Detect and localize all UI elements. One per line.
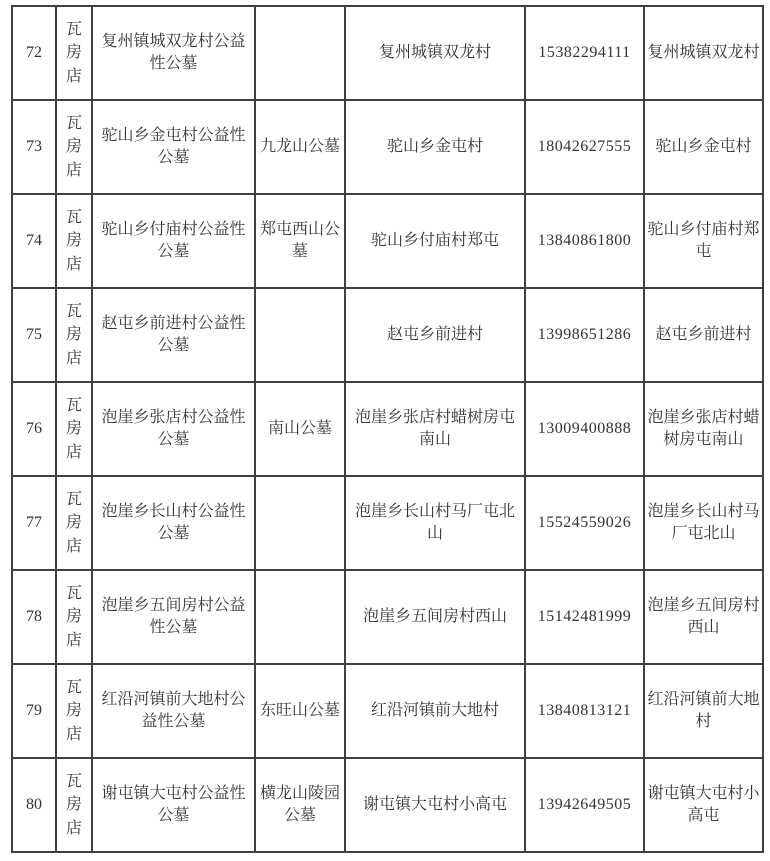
cemetery-alias-cell: 东旺山公墓 [255, 664, 345, 758]
location-cell: 赵屯乡前进村 [644, 288, 763, 382]
region-cell [56, 758, 92, 852]
cemetery-alias-cell: 南山公墓 [255, 382, 345, 476]
cemetery-alias-cell: 郑屯西山公墓 [255, 194, 345, 288]
location-cell: 泡崖乡张店村蜡树房屯南山 [644, 382, 763, 476]
address-cell: 泡崖乡张店村蜡树房屯南山 [345, 382, 525, 476]
row-number-cell: 74 [12, 194, 56, 288]
address-cell: 泡崖乡五间房村西山 [345, 570, 525, 664]
table-row [12, 570, 763, 664]
region-cell [56, 100, 92, 194]
table-row [12, 382, 763, 476]
row-number-cell: 77 [12, 476, 56, 570]
row-number-cell: 73 [12, 100, 56, 194]
cemetery-name-cell: 驼山乡付庙村公益性公墓 [92, 194, 255, 288]
phone-number-cell: 13998651286 [525, 288, 644, 382]
region-cell [56, 476, 92, 570]
region-vertical-label: 瓦房店 [65, 303, 82, 367]
location-cell: 复州城镇双龙村 [644, 6, 763, 100]
region-vertical-label: 瓦房店 [65, 21, 82, 85]
region-vertical-label: 瓦房店 [65, 115, 82, 179]
region-cell [56, 570, 92, 664]
cemetery-name-cell: 复州镇城双龙村公益性公墓 [92, 6, 255, 100]
region-cell [56, 6, 92, 100]
location-cell: 红沿河镇前大地村 [644, 664, 763, 758]
cemetery-name-cell: 泡崖乡五间房村公益性公墓 [92, 570, 255, 664]
region-vertical-label: 瓦房店 [65, 491, 82, 555]
cemetery-name-cell: 泡崖乡长山村公益性公墓 [92, 476, 255, 570]
table-row [12, 6, 763, 100]
cemetery-name-cell: 红沿河镇前大地村公益性公墓 [92, 664, 255, 758]
address-cell: 驼山乡金屯村 [345, 100, 525, 194]
phone-number-cell: 13840861800 [525, 194, 644, 288]
cemetery-name-cell: 泡崖乡张店村公益性公墓 [92, 382, 255, 476]
address-cell: 驼山乡付庙村郑屯 [345, 194, 525, 288]
phone-number-cell: 15142481999 [525, 570, 644, 664]
address-cell: 泡崖乡长山村马厂屯北山 [345, 476, 525, 570]
address-cell: 谢屯镇大屯村小高屯 [345, 758, 525, 852]
location-cell: 驼山乡付庙村郑屯 [644, 194, 763, 288]
cemetery-alias-cell: 横龙山陵园公墓 [255, 758, 345, 852]
cemetery-alias-cell [255, 288, 345, 382]
region-cell [56, 288, 92, 382]
address-cell: 复州城镇双龙村 [345, 6, 525, 100]
table-row [12, 288, 763, 382]
table-row [12, 758, 763, 852]
location-cell: 泡崖乡五间房村西山 [644, 570, 763, 664]
region-cell [56, 194, 92, 288]
address-cell: 赵屯乡前进村 [345, 288, 525, 382]
table-row [12, 664, 763, 758]
phone-number-cell: 18042627555 [525, 100, 644, 194]
phone-number-cell: 15382294111 [525, 6, 644, 100]
row-number-cell: 80 [12, 758, 56, 852]
region-vertical-label: 瓦房店 [65, 397, 82, 461]
region-vertical-label: 瓦房店 [65, 679, 82, 743]
cemetery-alias-cell [255, 570, 345, 664]
row-number-cell: 79 [12, 664, 56, 758]
phone-number-cell: 15524559026 [525, 476, 644, 570]
phone-number-cell: 13942649505 [525, 758, 644, 852]
cemetery-name-cell: 驼山乡金屯村公益性公墓 [92, 100, 255, 194]
cemetery-alias-cell: 九龙山公墓 [255, 100, 345, 194]
row-number-cell: 78 [12, 570, 56, 664]
cemetery-alias-cell [255, 6, 345, 100]
cemetery-alias-cell [255, 476, 345, 570]
phone-number-cell: 13009400888 [525, 382, 644, 476]
cemetery-name-cell: 谢屯镇大屯村公益性公墓 [92, 758, 255, 852]
region-vertical-label: 瓦房店 [65, 773, 82, 837]
row-number-cell: 72 [12, 6, 56, 100]
table-row [12, 194, 763, 288]
region-cell [56, 664, 92, 758]
phone-number-cell: 13840813121 [525, 664, 644, 758]
location-cell: 驼山乡金屯村 [644, 100, 763, 194]
cemetery-name-cell: 赵屯乡前进村公益性公墓 [92, 288, 255, 382]
row-number-cell: 75 [12, 288, 56, 382]
location-cell: 泡崖乡长山村马厂屯北山 [644, 476, 763, 570]
cemetery-table-body [12, 6, 763, 852]
cemetery-table [11, 5, 764, 853]
location-cell: 谢屯镇大屯村小高屯 [644, 758, 763, 852]
region-cell [56, 382, 92, 476]
table-row [12, 100, 763, 194]
address-cell: 红沿河镇前大地村 [345, 664, 525, 758]
region-vertical-label: 瓦房店 [65, 209, 82, 273]
table-row [12, 476, 763, 570]
region-vertical-label: 瓦房店 [65, 585, 82, 649]
row-number-cell: 76 [12, 382, 56, 476]
